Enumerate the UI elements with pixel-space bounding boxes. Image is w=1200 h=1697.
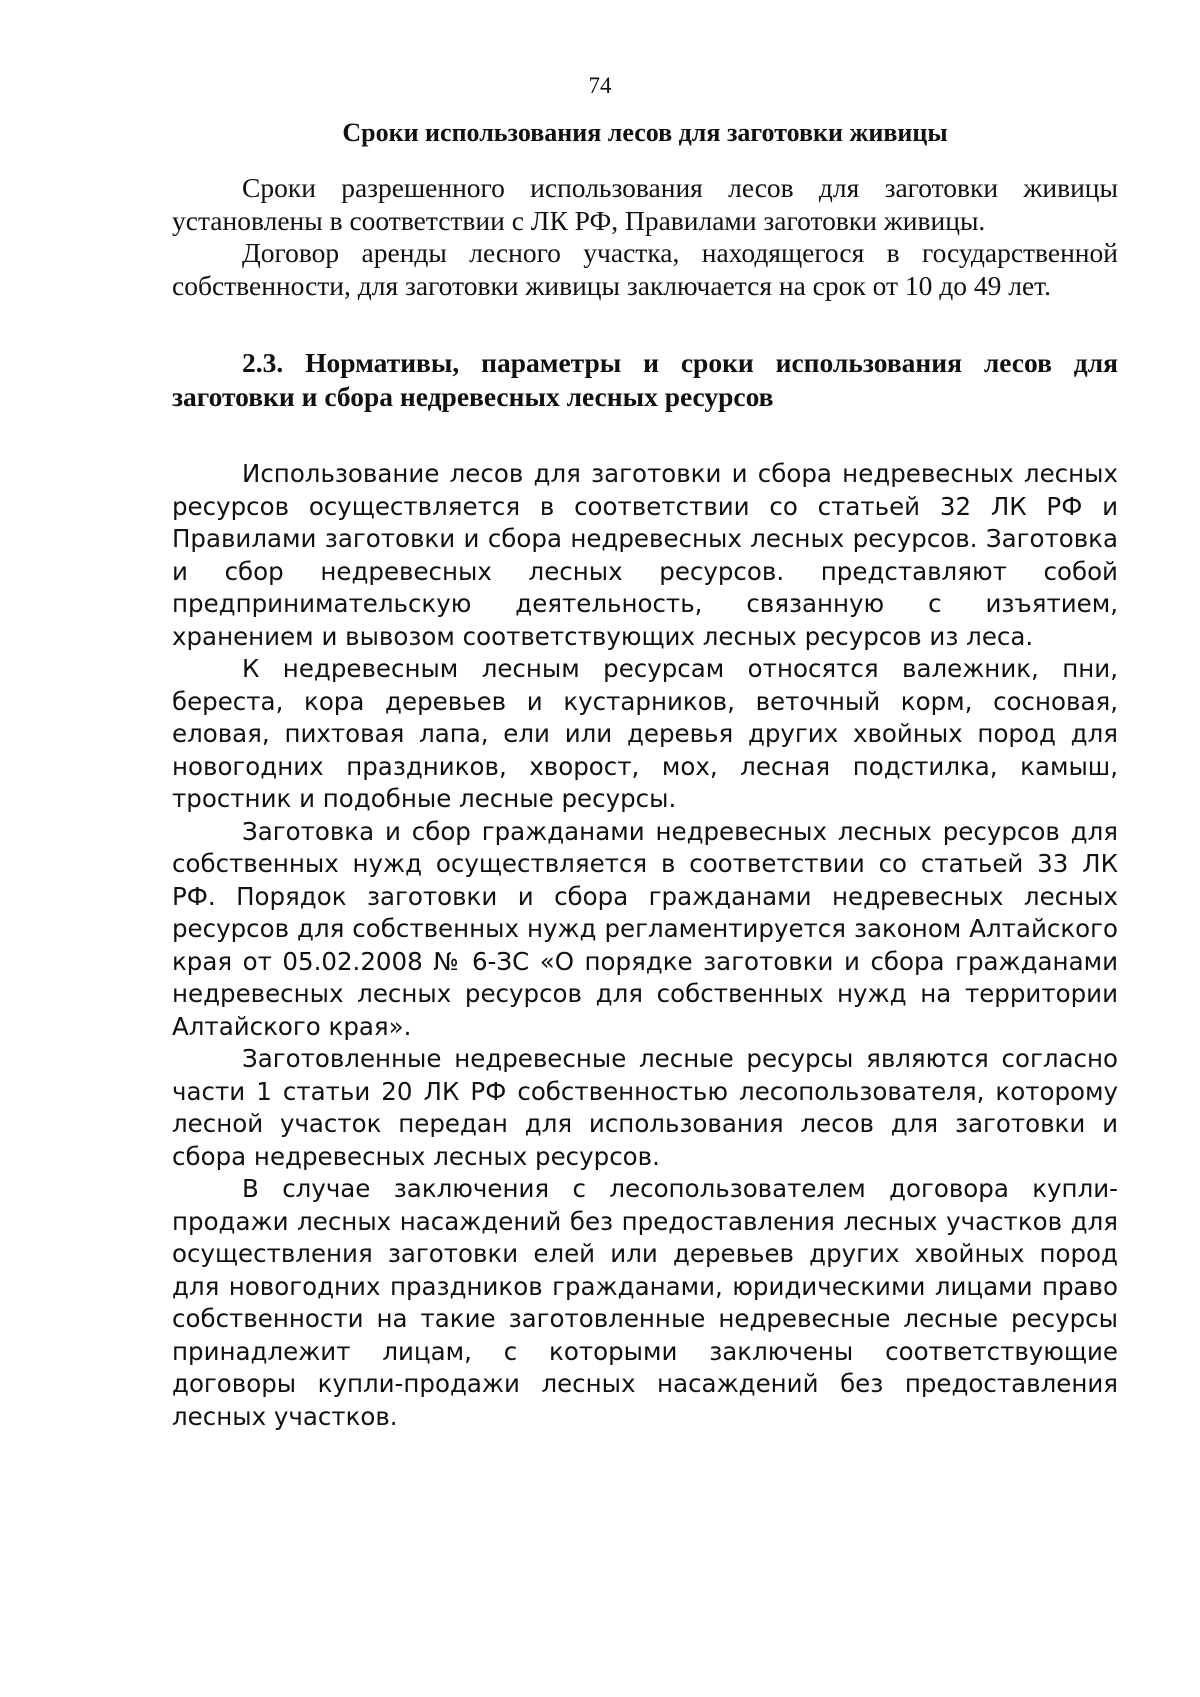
citizens-own-needs-paragraph: Заготовка и сбор гражданами недревесных лесных ресурсов для собственных нужд осуществляется в соответствии со статьей 33 ЛК РФ. Порядок заготовки и сбора гражданами недревесных лесных ресурсов для собственных нужд регламентируется законом Алтайского края от 05.02.2008 № 6-ЗС «О порядке заготовки и сбора гражданами недревесных лесных ресурсов для собственных нужд на территории Алтайского края».: [172, 816, 1118, 1041]
document-body: [172, 110, 1118, 1433]
sale-contract-paragraph: В случае заключения с лесопользователем договора купли-продажи лесных насаждений без предоставления лесных участков для осуществления заготовки елей или деревьев других хвойных пород для новогодних праздников гражданами, юридическими лицами право собственности на такие заготовленные недревесные лесные ресурсы принадлежит лицам, с которыми заключены соответствующие договоры купли-продажи лесных насаждений без предоставления лесных участков.: [172, 1174, 1118, 1431]
ownership-paragraph: Заготовленные недревесные лесные ресурсы являются согласно части 1 статьи 20 ЛК РФ собственностью лесопользователя, которому лесной участок передан для использования лесов для заготовки и сбора недревесных лесных ресурсов.: [172, 1044, 1118, 1171]
section-2-3-heading: 2.3. Нормативы, параметры и сроки использования лесов для заготовки и сбора недревесных лесных ресурсов: [172, 347, 1118, 412]
resin-terms-paragraph: Сроки разрешенного использования лесов для заготовки живицы установлены в соответствии с ЛК РФ, Правилами заготовки живицы.: [172, 172, 1118, 236]
non-timber-resources-list-paragraph: К недревесным лесным ресурсам относятся валежник, пни, береста, кора деревьев и кустарников, веточный корм, сосновая, еловая, пихтовая лапа, ели или деревья других хвойных пород для новогодних праздников, хворост, мох, лесная подстилка, камыш, тростник и подобные лесные ресурсы.: [172, 654, 1118, 813]
page-number: 74: [588, 73, 612, 98]
non-timber-usage-paragraph: Использование лесов для заготовки и сбора недревесных лесных ресурсов осуществляется в соответствии со статьей 32 ЛК РФ и Правилами заготовки и сбора недревесных лесных ресурсов. Заготовка и сбор недревесных лесных ресурсов. представляют собой предпринимательскую деятельность, связанную с изъятием, хранением и вывозом соответствующих лесных ресурсов из леса.: [172, 459, 1118, 651]
resin-terms-heading: Сроки использования лесов для заготовки живицы: [342, 118, 948, 147]
lease-term-paragraph: Договор аренды лесного участка, находящегося в государственной собственности, для заготовки живицы заключается на срок от 10 до 49 лет.: [172, 237, 1118, 301]
